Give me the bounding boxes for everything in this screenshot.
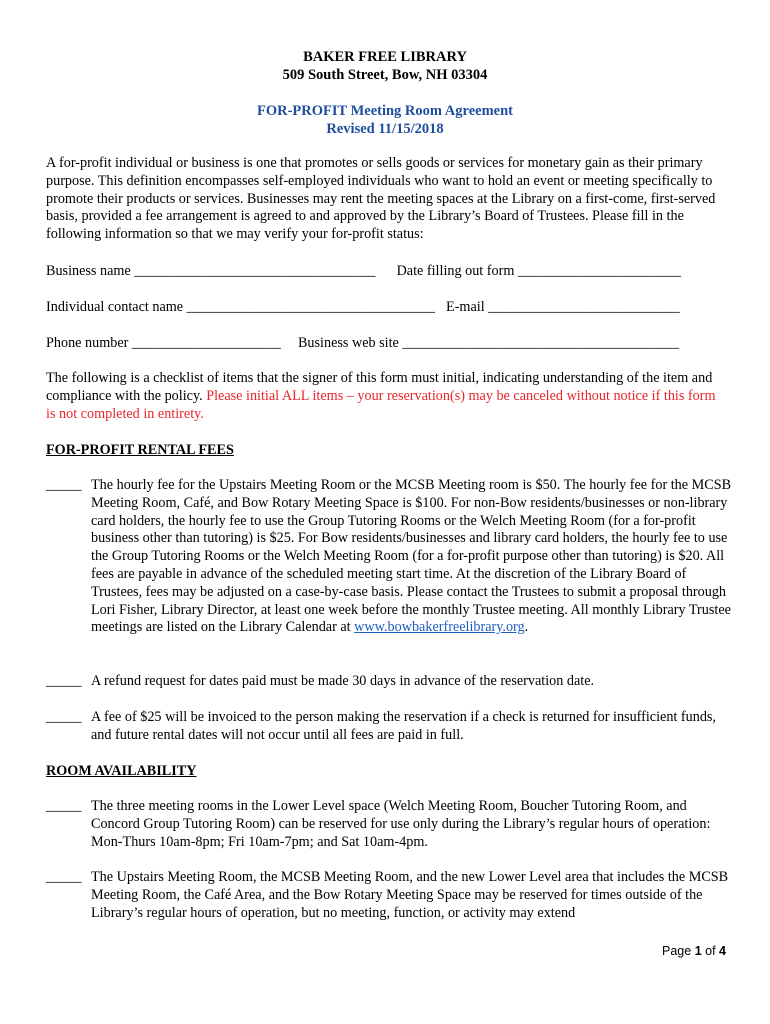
website-label: Business web site [297,335,399,351]
checklist-warning: Please initial ALL items – your reservation(s) may be canceled without notice if this form is not completed in entirety. [46,387,716,422]
revised-date: Revised 11/15/2018 [326,121,444,137]
checklist-paragraph [46,370,726,423]
checklist-text: The following is a checklist of items that the signer of this form must initial, indicating understanding of the item and compliance with the policy. [46,370,713,404]
page-word: Page [662,944,692,958]
checklist-item-lower-level [46,798,736,851]
of-word: of [705,944,716,958]
website-input-line[interactable]: _______________________________________ [402,335,680,351]
initial-blank[interactable]: _____ [46,798,82,814]
hourly-fees-text: The hourly fee for the Upstairs Meeting Room or the MCSB Meeting room is $50. The hourly fee for the MCSB Meeting Room, Café, and Bow Rotary Meeting Space is $100. For non-Bow residents/businesses or non-library card holders, the hourly fee to use the Group Tutoring Rooms or the Welch Meeting Room (for a for-profit business other than tutoring) is $25. For Bow residents/businesses and library card holders, the hourly fee to use the Group Tutoring Rooms or the Welch Meeting Room (for a for-profit purpose other than tutoring) is $20. All fees are payable in advance of the scheduled meeting start time. At the discretion of the Library Board of Trustees, fees may be adjusted on a case-by-case basis. Please contact the Trustees to submit a proposal through Lori Fisher, Library Director, at least one week before the monthly Trustee meeting. All monthly Library Trustee meetings are listed on the Library Calendar at [91,477,732,636]
lower-level-text: The three meeting rooms in the Lower Level space (Welch Meeting Room, Boucher Tutoring Room, and Concord Group Tutoring Room) can be reserved for use only during the Library’s regular hours of operation: Mon-Thurs 10am-8pm; Fri 10am-7pm; and Sat 10am-4pm. [91,798,711,850]
library-website-link[interactable]: www.bowbakerfreelibrary.org [354,619,525,636]
refund-text: A refund request for dates paid must be made 30 days in advance of the reservation date. [91,673,595,689]
email-label: E-mail [446,299,485,315]
date-label: Date filling out form [396,263,515,279]
email-input-line[interactable]: ___________________________ [488,299,680,315]
field-row-business [46,262,736,280]
checklist-item-hourly-fees: _____ The hourly fee for the Upstairs Meeting Room or the MCSB Meeting room is $50. The hourly fee for the MCSB Meeting Room, Café, and Bow Rotary Meeting Space is $100. For non-Bow residents/businesses or non-library card holders, the hourly fee to use the Group Tutoring Rooms or the Welch Meeting Room (for a for-profit business other than tutoring) is $25. For Bow residents/businesses and library card holders, the hourly fee to use the Group Tutoring Rooms or the Welch Meeting Room (for a for-profit purpose other than tutoring) is $20. All fees are payable in advance of the scheduled meeting start time. At the discretion of the Library Board of Trustees, fees may be adjusted on a case-by-case basis. Please contact the Trustees to submit a proposal through Lori Fisher, Library Director, at least one week before the monthly Trustee meeting. All monthly Library Trustee meetings are listed on the Library Calendar at www.bowbakerfreelibrary.org. [46,477,732,636]
initial-blank[interactable]: _____ [46,869,82,885]
field-row-contact [46,298,736,316]
initial-blank[interactable]: _____ [46,673,82,689]
checklist-item-refund [46,673,736,691]
upstairs-text: The Upstairs Meeting Room, the MCSB Meeting Room, and the new Lower Level area that includes the MCSB Meeting Room, the Café Area, and the Bow Rotary Meeting Space may be reserved for times outside of the Library’s regular hours of operation, but no meeting, function, or activity may extend [91,869,729,921]
page-current: 1 [694,944,702,958]
checklist-item-returned-check [46,709,736,745]
phone-input-line[interactable]: _____________________ [131,335,281,351]
library-address: 509 South Street, Bow, NH 03304 [282,67,488,83]
rental-fees-heading: FOR-PROFIT RENTAL FEES [46,442,234,458]
contact-name-label: Individual contact name [46,299,184,315]
business-name-label: Business name [46,263,131,279]
returned-check-text: A fee of $25 will be invoiced to the person making the reservation if a check is returned for insufficient funds, and future rental dates will not occur until all fees are paid in full. [91,709,716,743]
room-availability-heading: ROOM AVAILABILITY [46,763,197,779]
document-title: FOR-PROFIT Meeting Room Agreement [257,103,513,119]
contact-name-input-line[interactable]: ___________________________________ [186,299,435,315]
intro-paragraph: A for-profit individual or business is one that promotes or sells goods or services for monetary gain as their primary purpose. This definition encompasses self-employed individuals who want to hold an event or meeting specifically to promote their products or services. Businesses may rent the meeting spaces at the Library on a first-come, first-served basis, provided a fee arrangement is agreed to and approved by the Library’s Board of Trustees. Please fill in the following information so that we may verify your for-profit status: [46,155,716,243]
initial-blank[interactable]: _____ [46,477,82,493]
business-name-input-line[interactable]: __________________________________ [134,263,376,279]
checklist-item-upstairs [46,869,736,922]
page-number [662,944,726,958]
field-row-phone [46,334,736,352]
phone-label: Phone number [46,335,129,351]
initial-blank[interactable]: _____ [46,709,82,725]
page-total: 4 [719,944,726,958]
date-input-line[interactable]: _______________________ [517,263,682,279]
library-name: BAKER FREE LIBRARY [303,49,467,65]
